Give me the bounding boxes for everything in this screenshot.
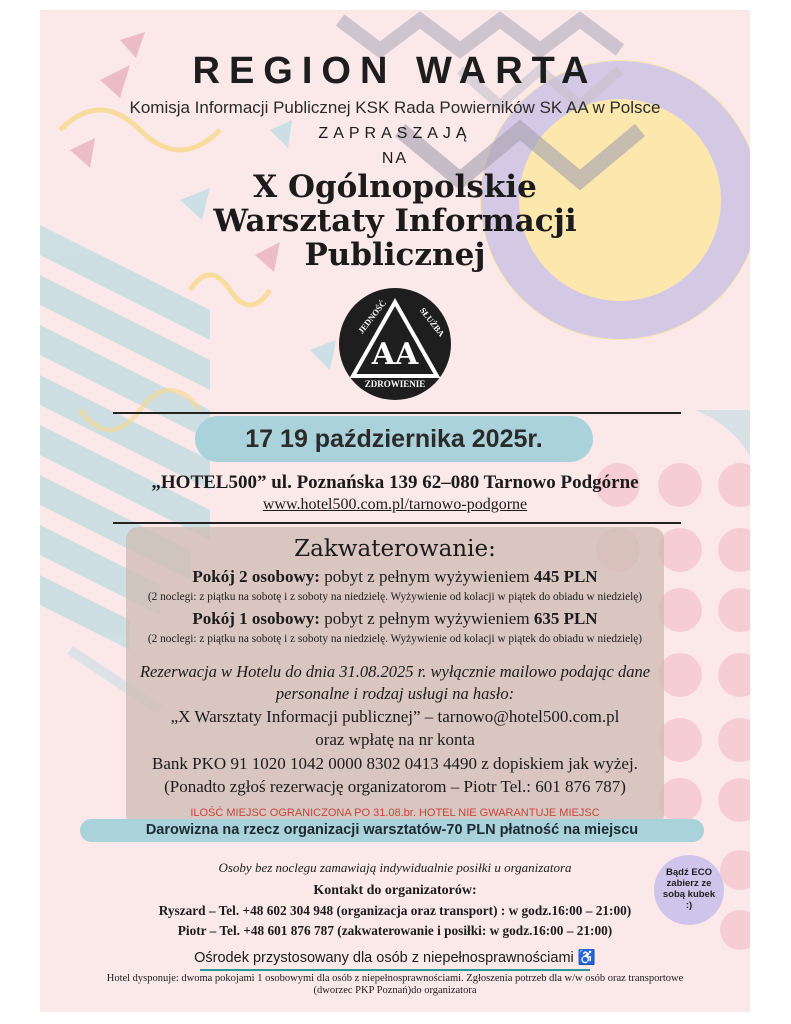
commission-name: Komisja Informacji Publicznej KSK Rada Powierników SK AA w Polsce [129,98,661,117]
reservation-line: Bank PKO 91 1020 1042 0000 8302 0413 4490 z dopiskiem jak wyżej. [152,754,638,773]
reservation-line: personalne i rodzaj usługi na hasło: [275,684,515,703]
accessibility-text: Ośrodek przystosowany dla osób z niepełnosprawnościami [194,950,574,966]
room-double-price: 445 PLN [533,567,598,586]
accessibility-note [40,949,750,966]
hotel-link[interactable]: www.hotel500.com.pl/tarnowo-podgorne [262,496,528,513]
logo-word-left: JEDNOŚĆ [355,298,389,336]
invite-text: ZAPRASZAJĄ [318,125,472,142]
reservation-line: „X Warsztaty Informacji publicznej” – tarnowo@hotel500.com.pl [170,707,620,726]
aa-triangle-logo [337,286,453,402]
limited-places-notice: ILOŚĆ MIEJSC OGRANICZONA PO 31.08.br. HOTEL NIE GWARANTUJE MIEJSC [190,807,600,819]
room-single-price: 635 PLN [533,609,598,628]
eco-line1: Bądź ECO [666,867,712,878]
region-title: REGION WARTA [192,50,598,92]
event-title-line3: Publicznej [304,237,486,273]
footer-line1: Hotel dysponuje: dwoma pokojami 1 osobowymi dla osób z niepełnosprawnościami. Zgłoszenia potrzeb dla w/w osób oraz transportowe [106,973,684,984]
room-double-note: (2 noclegi: z piątku na sobotę i z soboty na niedzielę. Wyżywienie od kolacji w piątek do obiadu w niedzielę) [147,591,643,603]
accommodation-title: Zakwaterowanie: [294,536,496,562]
event-title [40,170,750,272]
reservation-line: oraz wpłatę na nr konta [315,730,475,749]
room-double-label: Pokój 2 osobowy: [192,567,320,586]
footer-note [40,973,750,997]
no-stay-note: Osoby bez noclegu zamawiają indywidualnie posiłki u organizatora [218,860,572,875]
reservation-line: (Ponadto zgłoś rezerwację organizatorom – Piotr Tel.: 601 876 787) [164,777,626,796]
logo-word-right: SŁUŻBA [417,305,447,339]
room-double [126,567,664,587]
event-title-line2: Warsztaty Informacji [213,203,577,239]
room-double-desc: pobyt z pełnym wyżywieniem [319,567,534,586]
logo-initials: AA [371,337,419,372]
contact-heading: Kontakt do organizatorów: [313,883,477,898]
logo-word-bottom: ZDROWIENIE [364,379,426,389]
eco-line2: zabierz ze [666,878,712,889]
room-single-label: Pokój 1 osobowy: [192,609,320,628]
room-single [126,609,664,629]
divider-top [113,412,681,414]
footer-line2: (dworzec PKP Poznań)do organizatora [313,985,477,996]
event-dates: 17 19 października 2025r. [195,416,593,462]
accessibility-underline [200,969,590,971]
divider-bottom [113,522,681,524]
room-single-note: (2 noclegi: z piątku na sobotę i z soboty na niedzielę. Wyżywienie od kolacji w piątek do obiadu w niedzielę) [147,633,643,645]
reservation-line: Rezerwacja w Hotelu do dnia 31.08.2025 r. wyłącznie mailowo podając dane [139,662,651,681]
contact-ryszard: Ryszard – Tel. +48 602 304 948 (organizacja oraz transport) : w godz.16:00 – 21:00) [158,903,632,918]
wheelchair-icon: ♿ [577,950,596,966]
eco-line4: :) [685,900,693,911]
eco-line3: sobą kubek [662,889,716,900]
event-title-line1: X Ogólnopolskie [253,169,537,205]
contact-piotr: Piotr – Tel. +48 601 876 787 (zakwaterowanie i posiłki: w godz.16:00 – 21:00) [177,923,613,938]
room-single-desc: pobyt z pełnym wyżywieniem [319,609,534,628]
hotel-address: „HOTEL500” ul. Poznańska 139 62–080 Tarnowo Podgórne [151,472,639,493]
donation-banner: Darowizna na rzecz organizacji warsztatów-70 PLN płatność na miejscu [80,819,704,842]
poster [40,10,750,1012]
na-text: NA [381,150,409,167]
eco-badge [654,855,724,925]
